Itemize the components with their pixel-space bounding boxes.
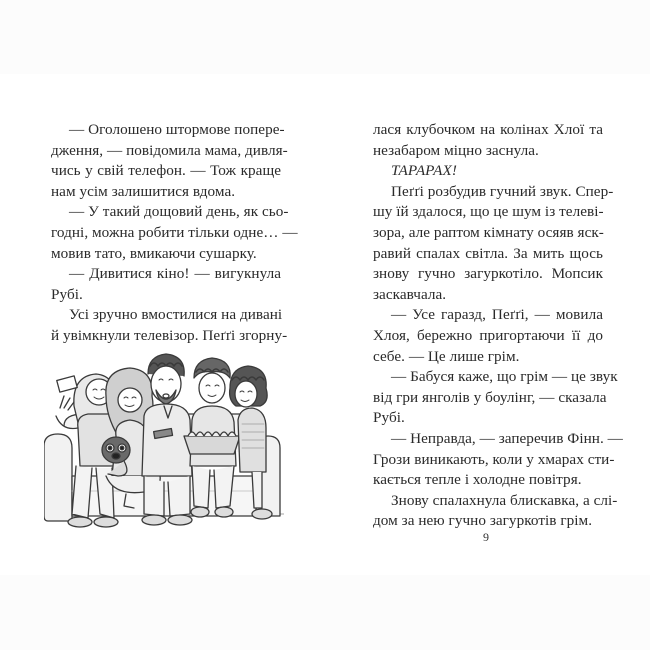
text-line: мовив тато, вмикаючи сушарку.: [51, 244, 257, 262]
text-line: заскавчала.: [373, 285, 447, 303]
right-page-text: [373, 120, 623, 532]
text-line: — Бабуся каже, що грім — це звук: [391, 368, 618, 386]
family-sofa-illustration: [44, 336, 284, 541]
text-line: — Неправда, — заперечив Фінн. —: [391, 429, 623, 447]
text-line: шу їй здалося, що це шум із телеві-: [373, 203, 604, 221]
text-line: дження, — повідомила мама, дивля-: [51, 141, 288, 159]
text-line: — Оголошено штормове попере-: [69, 121, 285, 138]
text-line: — У такий дощовий день, як сьо-: [69, 203, 289, 221]
text-line: — Усе гаразд, Пеґґі, — мовила: [391, 306, 603, 324]
text-line: дом за нею гучно загуркотів грім.: [373, 512, 593, 530]
text-line: Знову спалахнула блискавка, а слі-: [391, 491, 618, 509]
text-line: себе. — Це лише грім.: [373, 347, 520, 365]
text-line: зора, але раптом кімнату осяяв яск-: [373, 223, 604, 241]
text-line: й увімкнули телевізор. Пеґґі згорну-: [51, 326, 288, 344]
text-line: знову гучно загуркотіло. Мопсик: [373, 265, 603, 283]
text-line: від гри янголів у боулінг, — сказала: [373, 388, 607, 406]
text-line: равий спалах світла. За мить щось: [373, 244, 603, 262]
text-line: Рубі.: [373, 409, 405, 427]
text-line: чись у свій телефон. — Тож краще: [51, 162, 281, 180]
text-line: кається тепле і холодне повітря.: [373, 471, 582, 489]
text-line: Хлоя, бережно пригортаючи її до: [373, 326, 603, 344]
text-line: незабаром міцно заснула.: [373, 141, 539, 159]
sound-effect-text: ТАРАРАХ!: [391, 162, 457, 180]
text-line: годні, можна робити тільки одне… —: [51, 223, 298, 241]
text-line: Рубі.: [51, 285, 83, 303]
text-line: Усі зручно вмостилися на дивані: [69, 306, 283, 324]
left-page-text: [51, 120, 298, 347]
text-line: Грози виникають, коли у хмарах сти-: [373, 450, 615, 468]
text-line: Пеґґі розбудив гучний звук. Спер-: [391, 182, 614, 200]
page-number: 9: [483, 530, 489, 544]
text-line: — Дивитися кіно! — вигукнула: [69, 265, 281, 283]
book-spread: [0, 74, 650, 575]
text-line: нам усім залишитися вдома.: [51, 182, 236, 200]
text-line: лася клубочком на колінах Хлої та: [373, 121, 603, 138]
